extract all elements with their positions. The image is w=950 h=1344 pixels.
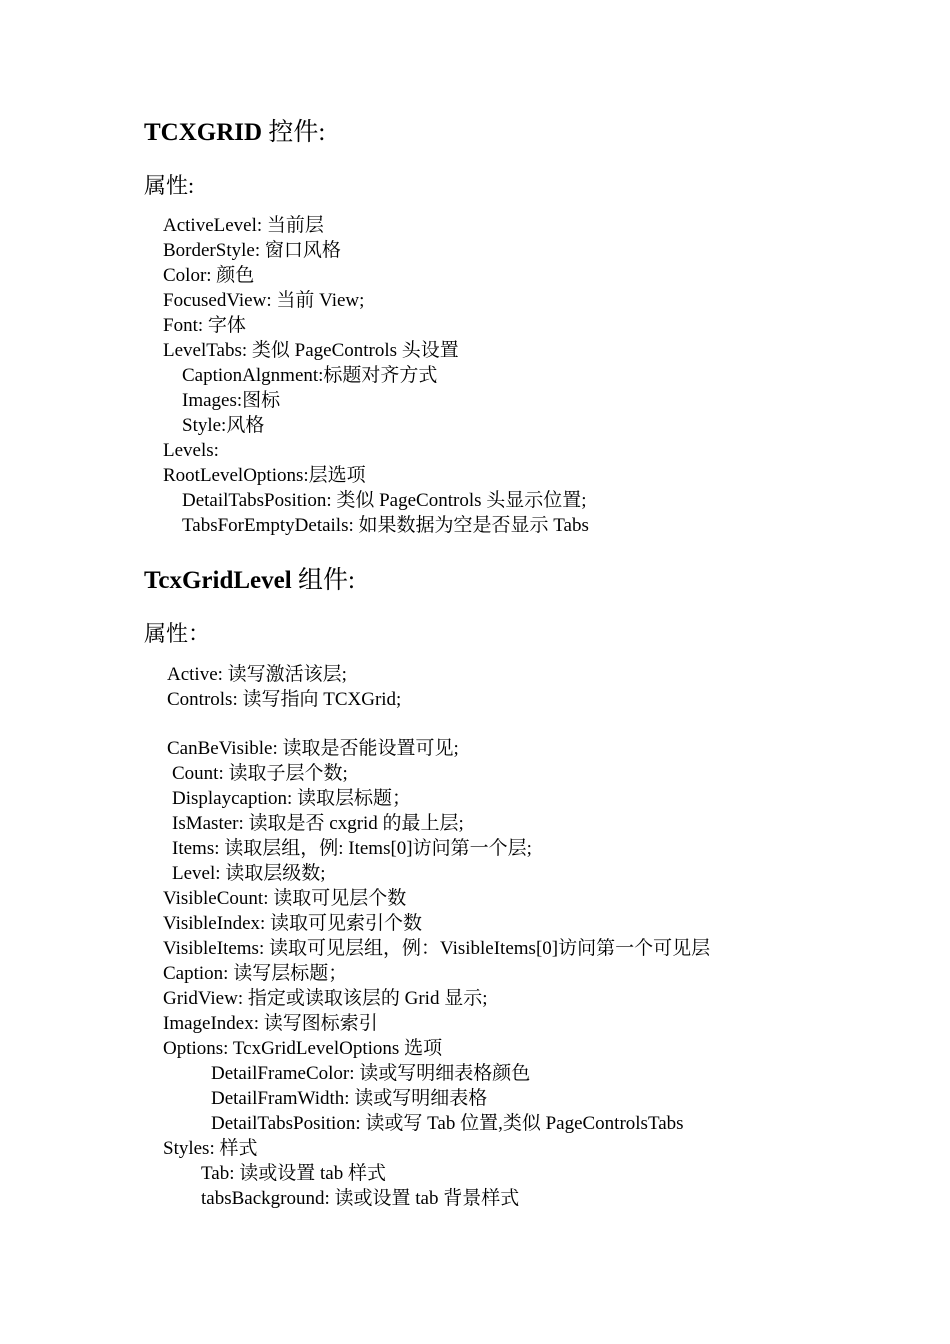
section1-line: LevelTabs: 类似 PageControls 头设置 xyxy=(163,340,459,361)
section2-line: Tab: 读或设置 tab 样式 xyxy=(201,1163,386,1184)
section2-line: ImageIndex: 读写图标索引 xyxy=(163,1013,378,1034)
section1-line: BorderStyle: 窗口风格 xyxy=(163,240,341,261)
section1-line: Font: 字体 xyxy=(163,315,246,336)
section2-title-en: TcxGridLevel xyxy=(144,567,292,594)
section2-line: Options: TcxGridLevelOptions 选项 xyxy=(163,1038,443,1059)
section2-line: tabsBackground: 读或设置 tab 背景样式 xyxy=(201,1188,520,1209)
section1-line: FocusedView: 当前 View; xyxy=(163,290,365,311)
section2-props-heading: 属性： xyxy=(144,621,211,646)
section2-title-cn: 组件: xyxy=(297,567,355,594)
section2-line: Active: 读写激活该层; xyxy=(167,664,347,685)
section1-line: TabsForEmptyDetails: 如果数据为空是否显示 Tabs xyxy=(182,515,589,536)
section1-title-cn: 控件: xyxy=(268,119,326,146)
section1-title-en: TCXGRID xyxy=(144,119,263,146)
section2-line: VisibleIndex: 读取可见索引个数 xyxy=(163,913,423,934)
section1-line: Style:风格 xyxy=(182,415,265,436)
section2-title xyxy=(144,566,355,596)
section2-line: VisibleCount: 读取可见层个数 xyxy=(163,888,407,909)
section1-line: Levels: xyxy=(163,440,219,461)
section2-line: IsMaster: 读取是否 cxgrid 的最上层; xyxy=(172,813,464,834)
section1-line: Images:图标 xyxy=(182,390,281,411)
section1-line: ActiveLevel: 当前层 xyxy=(163,215,324,236)
section1-props-heading: 属性: xyxy=(144,173,195,198)
section2-line: GridView: 指定或读取该层的 Grid 显示; xyxy=(163,988,488,1009)
section2-line: Items: 读取层组，例: Items[0]访问第一个层; xyxy=(172,838,532,859)
section2-line: DetailFramWidth: 读或写明细表格 xyxy=(211,1088,488,1109)
section2-line: Caption: 读写层标题； xyxy=(163,963,348,984)
section2-line: Count: 读取子层个数; xyxy=(172,763,348,784)
section2-line: Displaycaption: 读取层标题； xyxy=(172,788,412,809)
section1-line: Color: 颜色 xyxy=(163,265,255,286)
section1-line: RootLevelOptions:层选项 xyxy=(163,465,366,486)
section2-line: CanBeVisible: 读取是否能设置可见; xyxy=(167,738,459,759)
section2-line: Level: 读取层级数; xyxy=(172,863,326,884)
section1-line: DetailTabsPosition: 类似 PageControls 头显示位置; xyxy=(182,490,587,511)
section2-line: DetailTabsPosition: 读或写 Tab 位置,类似 PageControlsTabs xyxy=(211,1113,684,1134)
section2-line: Styles: 样式 xyxy=(163,1138,258,1159)
section1-title xyxy=(144,118,325,148)
section2-line: Controls: 读写指向 TCXGrid; xyxy=(167,689,402,710)
section2-line: VisibleItems: 读取可见层组，例：VisibleItems[0]访问第一个可见层 xyxy=(163,938,711,959)
section2-line: DetailFrameColor: 读或写明细表格颜色 xyxy=(211,1063,531,1084)
section1-line: CaptionAlgnment:标题对齐方式 xyxy=(182,365,438,386)
